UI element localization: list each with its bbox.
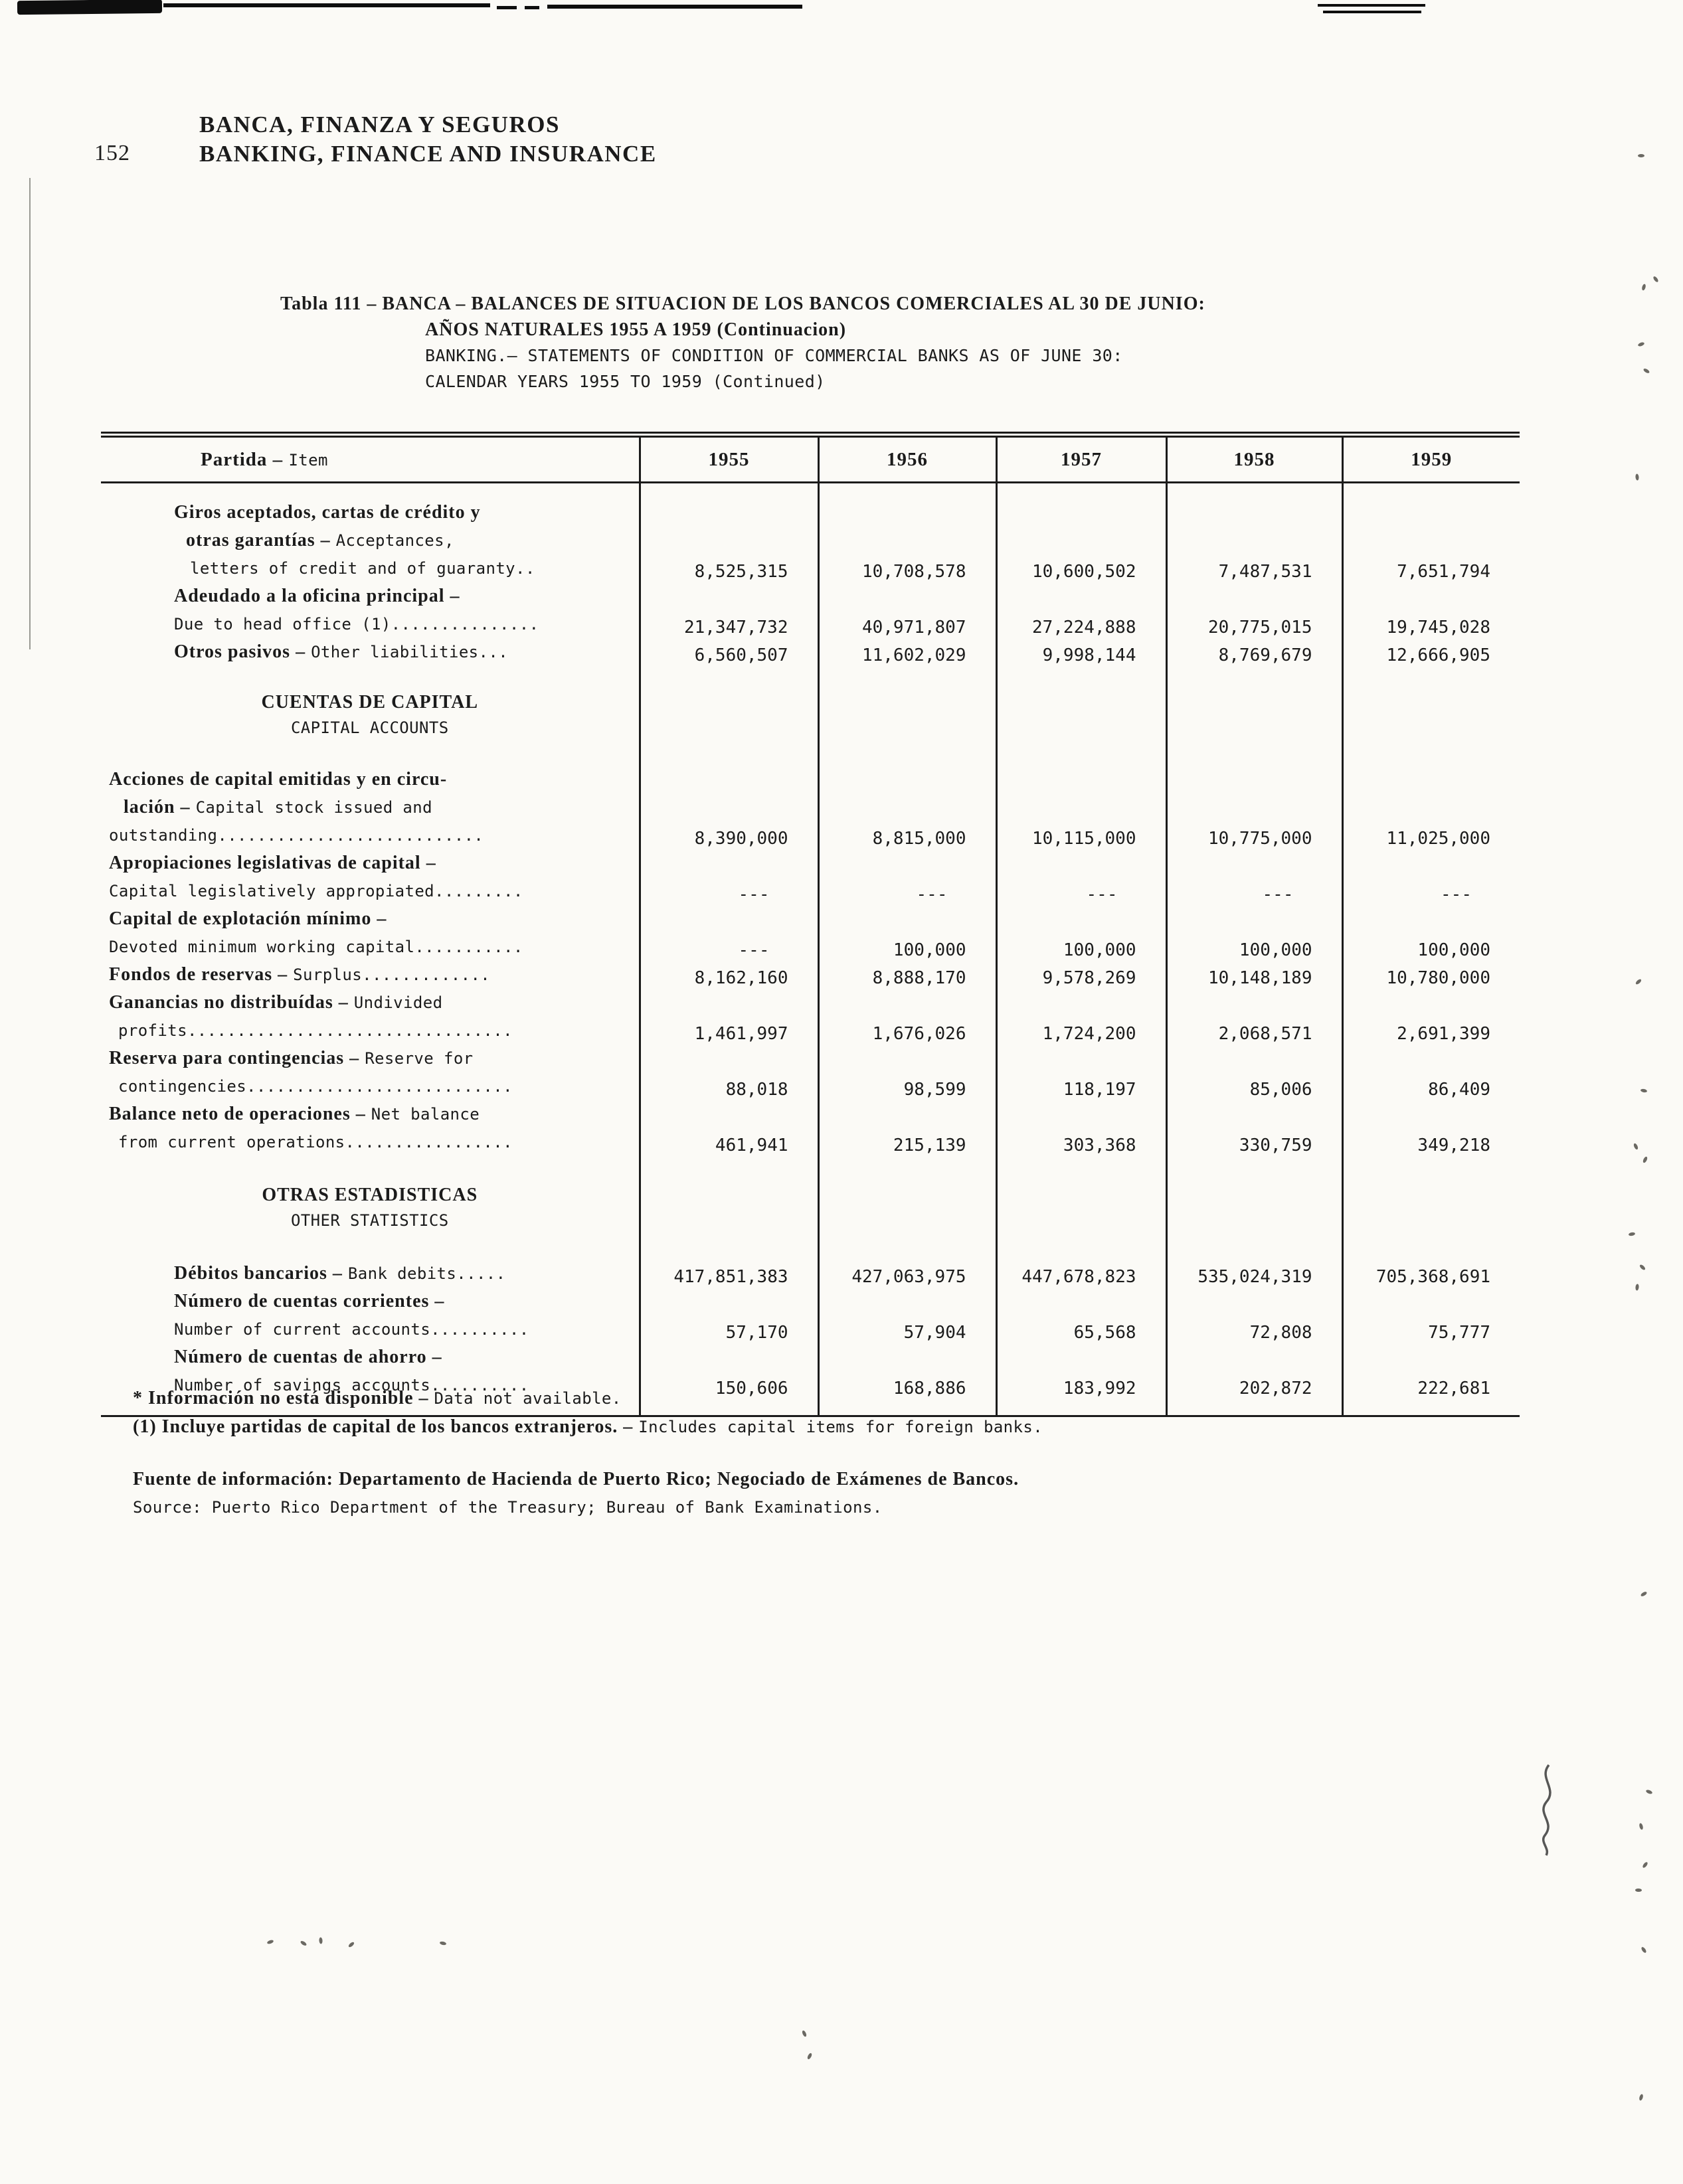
row-label-line (101, 1317, 639, 1345)
value-cell: 349,218 (1342, 1102, 1520, 1157)
section-heading (101, 1183, 640, 1233)
scan-speck (1639, 1264, 1646, 1270)
scan-speck (1637, 341, 1644, 347)
scan-speck (1640, 1946, 1647, 1954)
value-cell (996, 690, 1166, 740)
value-cell: 10,600,502 (996, 500, 1166, 584)
row-label-line (101, 851, 639, 879)
value-cell: 12,666,905 (1342, 639, 1520, 667)
label-text: Número de cuentas corrientes – (174, 1290, 445, 1311)
value-cell: 11,602,029 (818, 639, 996, 667)
row-label-line (101, 1345, 639, 1373)
value-cell: 2,691,399 (1342, 990, 1520, 1046)
row-label-line (101, 500, 639, 528)
value-cell: 8,162,160 (640, 962, 818, 990)
table-row (101, 667, 1520, 690)
table-title-line1: Tabla 111 – BANCA – BALANCES DE SITUACION DE LOS BANCOS COMERCIALES AL 30 DE JUNIO: (280, 294, 1205, 314)
row-label-line (101, 639, 639, 667)
value-cell: 100,000 (818, 906, 996, 962)
value-cell (818, 1233, 996, 1261)
scan-speck (1635, 473, 1639, 480)
table-row (101, 584, 1520, 639)
section-heading-line: CAPITAL ACCOUNTS (290, 718, 449, 737)
label-text: Surplus............. (293, 965, 491, 984)
row-label-line (101, 1074, 639, 1102)
table-row (101, 851, 1520, 906)
table-row (101, 690, 1520, 740)
value-cell (1342, 690, 1520, 740)
table-row (101, 906, 1520, 962)
value-cell (1166, 740, 1342, 767)
row-label (101, 1261, 640, 1289)
value-cell: 1,461,997 (640, 990, 818, 1046)
value-cell: --- (818, 851, 996, 906)
footnote-availability (133, 1385, 1043, 1414)
row-label (101, 1046, 640, 1102)
table-row (101, 740, 1520, 767)
row-label (101, 500, 640, 584)
label-text: Reserve for (365, 1049, 474, 1068)
table-row (101, 639, 1520, 667)
value-cell (1342, 1400, 1520, 1416)
footnote-availability-es: * Información no está disponible – (133, 1388, 434, 1408)
label-text: Capital de explotación mínimo – (109, 908, 387, 929)
value-cell: 8,525,315 (640, 500, 818, 584)
value-cell: 461,941 (640, 1102, 818, 1157)
value-cell: 150,606 (640, 1345, 818, 1400)
row-label-line (101, 990, 639, 1018)
row-label (101, 1157, 640, 1183)
row-label (101, 1102, 640, 1157)
label-text: Número de cuentas de ahorro – (174, 1346, 442, 1367)
value-cell (1166, 1183, 1342, 1233)
row-label-line (101, 1261, 639, 1289)
scan-speck (266, 1939, 274, 1944)
scan-speck (300, 1940, 307, 1947)
value-cell (1166, 483, 1342, 500)
value-cell (818, 1157, 996, 1183)
value-cell: 202,872 (1166, 1345, 1342, 1400)
value-cell: 10,780,000 (1342, 962, 1520, 990)
scan-speck (1635, 1284, 1639, 1290)
scan-speck (348, 1941, 355, 1948)
column-header-item-en: Item (288, 450, 328, 469)
value-cell: 8,815,000 (818, 767, 996, 851)
value-cell (640, 690, 818, 740)
value-cell (1342, 1233, 1520, 1261)
table-row (101, 1289, 1520, 1345)
value-cell: 417,851,383 (640, 1261, 818, 1289)
label-text: Acciones de capital emitidas y en circu- (109, 768, 448, 790)
value-cell: 8,390,000 (640, 767, 818, 851)
label-text: Capital stock issued and (195, 798, 432, 817)
label-text: Undivided (353, 993, 443, 1012)
source-note-en: Source: Puerto Rico Department of the Treasury; Bureau of Bank Examinations. (133, 1498, 883, 1517)
value-cell (1342, 740, 1520, 767)
value-cell (1342, 1157, 1520, 1183)
label-text: Other liabilities... (311, 642, 509, 661)
scan-artifact (1323, 11, 1421, 13)
value-cell: 27,224,888 (996, 584, 1166, 639)
row-label-line (101, 556, 639, 584)
label-text: Reserva para contingencias – (109, 1047, 365, 1068)
scan-speck (806, 2053, 812, 2060)
label-text: Balance neto de operaciones – (109, 1103, 371, 1124)
row-label-line (101, 1289, 639, 1317)
label-text: Number of current accounts.......... (174, 1319, 529, 1339)
value-cell (818, 690, 996, 740)
label-text: contingencies........................... (118, 1076, 513, 1096)
row-label (101, 584, 640, 639)
scan-speck (1652, 276, 1659, 283)
value-cell: 65,568 (996, 1289, 1166, 1345)
section-heading-line: CUENTAS DE CAPITAL (261, 691, 479, 713)
label-text: from current operations................. (118, 1132, 513, 1151)
footnote-1-en: Includes capital items for foreign banks. (638, 1418, 1043, 1436)
row-label-line (101, 612, 639, 639)
column-header-1958: 1958 (1166, 435, 1342, 483)
value-cell: 1,724,200 (996, 990, 1166, 1046)
row-label-line (101, 584, 639, 612)
label-text: Due to head office (1)............... (174, 614, 539, 633)
row-label-line (101, 767, 639, 795)
value-cell (640, 1157, 818, 1183)
value-cell: 40,971,807 (818, 584, 996, 639)
scan-speck (802, 2030, 808, 2037)
table-row (101, 1157, 1520, 1183)
value-cell (1342, 483, 1520, 500)
scan-speck (1642, 368, 1650, 375)
table-title-line2: AÑOS NATURALES 1955 A 1959 (Continuacion) (425, 319, 847, 340)
row-label-line (101, 795, 639, 823)
row-label (101, 962, 640, 990)
value-cell: --- (1342, 851, 1520, 906)
value-cell (1166, 1400, 1342, 1416)
value-cell: 427,063,975 (818, 1261, 996, 1289)
scan-speck (1640, 1591, 1647, 1597)
value-cell: 100,000 (1342, 906, 1520, 962)
value-cell: 330,759 (1166, 1102, 1342, 1157)
column-header-1956: 1956 (818, 435, 996, 483)
value-cell (996, 1183, 1166, 1233)
value-cell: 303,368 (996, 1102, 1166, 1157)
value-cell: 2,068,571 (1166, 990, 1342, 1046)
scan-speck (1633, 1143, 1639, 1150)
table-row (101, 1102, 1520, 1157)
label-text: Fondos de reservas – (109, 964, 294, 985)
value-cell (996, 483, 1166, 500)
table-row (101, 483, 1520, 500)
table-row (101, 1261, 1520, 1289)
scan-artifact (497, 6, 517, 9)
scan-speck (440, 1941, 447, 1946)
value-cell: 222,681 (1342, 1345, 1520, 1400)
row-label-line (101, 879, 639, 906)
label-text: Apropiaciones legislativas de capital – (109, 852, 436, 873)
row-label (101, 767, 640, 851)
value-cell (640, 1183, 818, 1233)
scan-speck (1639, 1823, 1643, 1830)
footnotes (133, 1385, 1043, 1523)
value-cell (996, 1233, 1166, 1261)
value-cell: --- (640, 851, 818, 906)
row-label-line (101, 823, 639, 851)
table-row (101, 500, 1520, 584)
label-text: Débitos bancarios – (174, 1262, 348, 1284)
row-label-line (101, 1102, 639, 1130)
value-cell: 9,578,269 (996, 962, 1166, 990)
table-row (101, 767, 1520, 851)
scan-speck (1639, 2094, 1644, 2101)
value-cell (818, 667, 996, 690)
scan-speck (1645, 1789, 1652, 1794)
scan-speck (1641, 284, 1646, 291)
value-cell (1342, 667, 1520, 690)
footnote-availability-en: Data not available. (434, 1389, 622, 1408)
label-text: lación – (124, 796, 196, 817)
value-cell (996, 667, 1166, 690)
value-cell: 168,886 (818, 1345, 996, 1400)
scan-speck (1638, 154, 1644, 157)
table-row (101, 1183, 1520, 1233)
value-cell (640, 740, 818, 767)
scan-speck (1635, 978, 1642, 985)
row-label (101, 906, 640, 962)
footnote-1 (133, 1414, 1043, 1442)
table-row (101, 1233, 1520, 1261)
value-cell: 75,777 (1342, 1289, 1520, 1345)
value-cell: 21,347,732 (640, 584, 818, 639)
chapter-title-en: BANKING, FINANCE AND INSURANCE (199, 141, 657, 167)
row-label-line (101, 934, 639, 962)
value-cell: 8,888,170 (818, 962, 996, 990)
value-cell: 705,368,691 (1342, 1261, 1520, 1289)
value-cell (640, 667, 818, 690)
row-label-line (101, 1018, 639, 1046)
value-cell (1166, 690, 1342, 740)
label-text: Capital legislatively appropiated......... (109, 881, 523, 900)
column-header-1955: 1955 (640, 435, 818, 483)
scan-speck (1642, 1156, 1648, 1163)
value-cell: 10,115,000 (996, 767, 1166, 851)
value-cell: 8,769,679 (1166, 639, 1342, 667)
label-text: Giros aceptados, cartas de crédito y (174, 501, 481, 523)
scan-artifact (17, 0, 162, 15)
section-heading-line: OTHER STATISTICS (290, 1211, 449, 1230)
label-text: Ganancias no distribuídas – (109, 991, 354, 1013)
value-cell: 118,197 (996, 1046, 1166, 1102)
scan-speck (1629, 1232, 1636, 1236)
scan-artifact (547, 5, 802, 9)
label-text: Otros pasivos – (174, 641, 311, 662)
label-text: Adeudado a la oficina principal – (174, 585, 460, 606)
scan-speck (319, 1937, 323, 1944)
value-cell: 20,775,015 (1166, 584, 1342, 639)
value-cell (640, 483, 818, 500)
value-cell: 98,599 (818, 1046, 996, 1102)
scan-artifact (163, 3, 490, 7)
row-label-line (101, 528, 639, 556)
value-cell: 9,998,144 (996, 639, 1166, 667)
table-title (280, 291, 1205, 394)
value-cell: 72,808 (1166, 1289, 1342, 1345)
value-cell (1166, 1233, 1342, 1261)
row-label-line (101, 962, 639, 990)
value-cell: 57,170 (640, 1289, 818, 1345)
value-cell: 100,000 (996, 906, 1166, 962)
value-cell: 85,006 (1166, 1046, 1342, 1102)
value-cell (818, 1183, 996, 1233)
column-header-item (101, 435, 640, 483)
row-label (101, 740, 640, 767)
row-label-line (101, 1130, 639, 1157)
section-heading-line: OTRAS ESTADISTICAS (262, 1184, 478, 1205)
column-header-1959: 1959 (1342, 435, 1520, 483)
value-cell: 535,024,319 (1166, 1261, 1342, 1289)
table-row (101, 1046, 1520, 1102)
scan-artifact (525, 6, 539, 9)
scan-artifact (29, 178, 31, 649)
row-label-line (101, 1046, 639, 1074)
value-cell: --- (996, 851, 1166, 906)
row-label (101, 1289, 640, 1345)
value-cell: 19,745,028 (1342, 584, 1520, 639)
label-text: otras garantías – (186, 529, 336, 550)
value-cell: 10,148,189 (1166, 962, 1342, 990)
statistics-table (101, 432, 1520, 1417)
footnote-1-es: (1) Incluye partidas de capital de los bancos extranjeros. – (133, 1416, 639, 1437)
chapter-title-es: BANCA, FINANZA Y SEGUROS (199, 112, 560, 137)
label-text: Number of savings accounts.......... (174, 1375, 529, 1394)
page-number: 152 (94, 141, 130, 165)
value-cell: 6,560,507 (640, 639, 818, 667)
column-header-1957: 1957 (996, 435, 1166, 483)
value-cell: 183,992 (996, 1345, 1166, 1400)
label-text: profits................................. (118, 1021, 513, 1040)
table-title-line3: BANKING.– STATEMENTS OF CONDITION OF COMMERCIAL BANKS AS OF JUNE 30: (425, 346, 1123, 365)
label-text: Net balance (371, 1104, 480, 1124)
label-text: outstanding........................... (109, 825, 484, 845)
label-text: letters of credit and of guaranty.. (190, 558, 535, 578)
scan-speck (1642, 1861, 1648, 1869)
label-text: Acceptances, (335, 531, 454, 550)
value-cell (818, 740, 996, 767)
label-text: Devoted minimum working capital........... (109, 937, 523, 956)
row-label (101, 851, 640, 906)
source-note-es: Fuente de información: Departamento de Hacienda de Puerto Rico; Negociado de Exámenes de Bancos. (133, 1469, 1019, 1489)
value-cell: 57,904 (818, 1289, 996, 1345)
table-row (101, 990, 1520, 1046)
label-text: Bank debits..... (347, 1264, 506, 1283)
row-label (101, 483, 640, 500)
value-cell: --- (1166, 851, 1342, 906)
row-label (101, 990, 640, 1046)
value-cell: 7,651,794 (1342, 500, 1520, 584)
value-cell: 1,676,026 (818, 990, 996, 1046)
scan-speck (1640, 1088, 1648, 1093)
section-heading (101, 690, 640, 740)
value-cell (640, 1233, 818, 1261)
pen-mark-artifact (1533, 1764, 1562, 1857)
scan-artifact (1318, 4, 1425, 7)
value-cell (996, 1157, 1166, 1183)
value-cell: 447,678,823 (996, 1261, 1166, 1289)
value-cell (996, 740, 1166, 767)
value-cell: 215,139 (818, 1102, 996, 1157)
chapter-header (199, 110, 657, 169)
row-label-line (101, 906, 639, 934)
value-cell: 10,708,578 (818, 500, 996, 584)
value-cell: 10,775,000 (1166, 767, 1342, 851)
scan-speck (1635, 1889, 1642, 1892)
row-label (101, 667, 640, 690)
value-cell (818, 483, 996, 500)
value-cell: 100,000 (1166, 906, 1342, 962)
table-title-line4: CALENDAR YEARS 1955 TO 1959 (Continued) (425, 372, 826, 391)
value-cell: 7,487,531 (1166, 500, 1342, 584)
row-label (101, 639, 640, 667)
value-cell: 88,018 (640, 1046, 818, 1102)
value-cell: --- (640, 906, 818, 962)
column-header-item-es: Partida – (201, 448, 289, 470)
row-label (101, 1233, 640, 1261)
value-cell (1166, 1157, 1342, 1183)
value-cell (1166, 667, 1342, 690)
value-cell: 86,409 (1342, 1046, 1520, 1102)
table-row (101, 962, 1520, 990)
table-header-row (101, 435, 1520, 483)
value-cell: 11,025,000 (1342, 767, 1520, 851)
value-cell (1342, 1183, 1520, 1233)
